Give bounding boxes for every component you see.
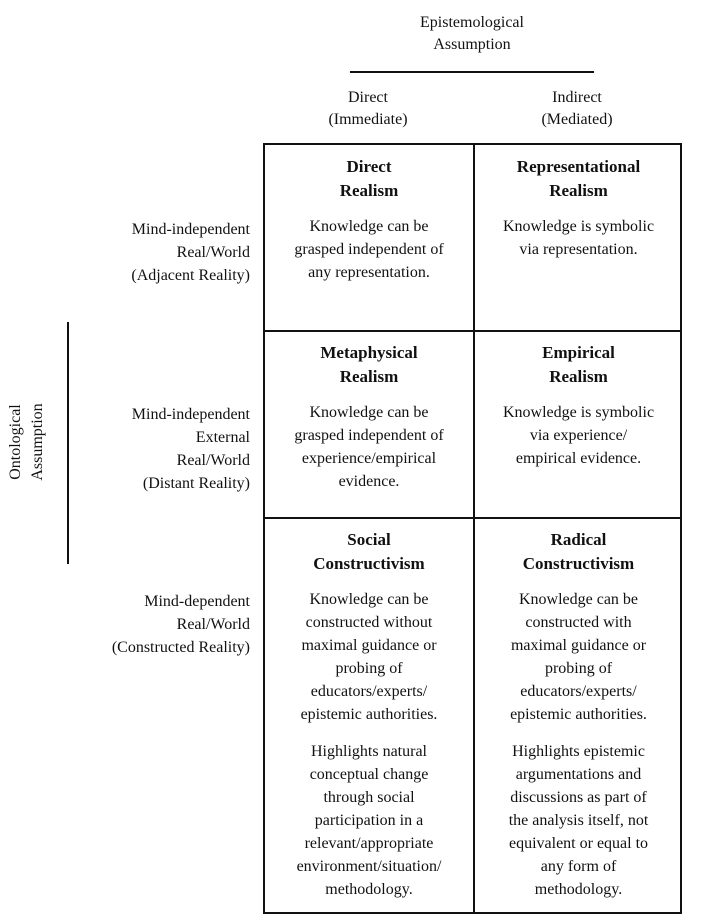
cell-social-constructivism — [265, 528, 473, 901]
cell-description: Knowledge can be constructed with maximal guidance or probing of educators/experts/ epistemic authorities. — [510, 591, 647, 723]
cell-description: Knowledge can be grasped independent of any representation. — [294, 218, 444, 281]
cell-description: Knowledge is symbolic via experience/ empirical evidence. — [502, 404, 655, 467]
column-header-indirect: Indirect (Mediated) — [541, 89, 613, 128]
ontological-assumption-heading: Ontological Assumption — [7, 403, 46, 481]
cell-title: Metaphysical Realism — [320, 343, 418, 386]
matrix-row-divider — [265, 330, 680, 332]
cell-description: Knowledge is symbolic via representation. — [502, 218, 655, 258]
cell-title: Social Constructivism — [313, 530, 425, 573]
cell-title: Radical Constructivism — [522, 530, 635, 573]
assumption-matrix — [263, 143, 682, 914]
cell-title: Representational Realism — [516, 157, 641, 200]
matrix-row-divider — [265, 517, 680, 519]
epistemological-assumption-heading: Epistemological Assumption — [420, 14, 524, 53]
cell-description: Knowledge can be grasped independent of experience/empirical evidence. — [294, 404, 444, 490]
cell-description: Knowledge can be constructed without maximal guidance or probing of educators/experts/ epistemic authorities. — [300, 591, 438, 723]
cell-direct-realism — [265, 155, 473, 284]
row-label-constructed-reality: Mind-dependent Real/World (Constructed Reality) — [111, 593, 250, 656]
cell-description: Highlights natural conceptual change through social participation in a relevant/appropriate environment/situation/ methodology. — [296, 743, 442, 898]
cell-empirical-realism — [475, 341, 682, 470]
row-label-distant-reality: Mind-independent External Real/World (Distant Reality) — [131, 406, 250, 492]
cell-description: Highlights epistemic argumentations and discussions as part of the analysis itself, not equivalent or equal to any form of methodology. — [508, 743, 649, 898]
cell-representational-realism — [475, 155, 682, 261]
cell-radical-constructivism — [475, 528, 682, 901]
column-header-direct: Direct (Immediate) — [328, 89, 408, 128]
epistemological-divider — [350, 71, 594, 73]
cell-title: Direct Realism — [339, 157, 399, 200]
row-label-adjacent-reality: Mind-independent Real/World (Adjacent Reality) — [131, 221, 250, 284]
cell-title: Empirical Realism — [542, 343, 615, 386]
cell-metaphysical-realism — [265, 341, 473, 493]
